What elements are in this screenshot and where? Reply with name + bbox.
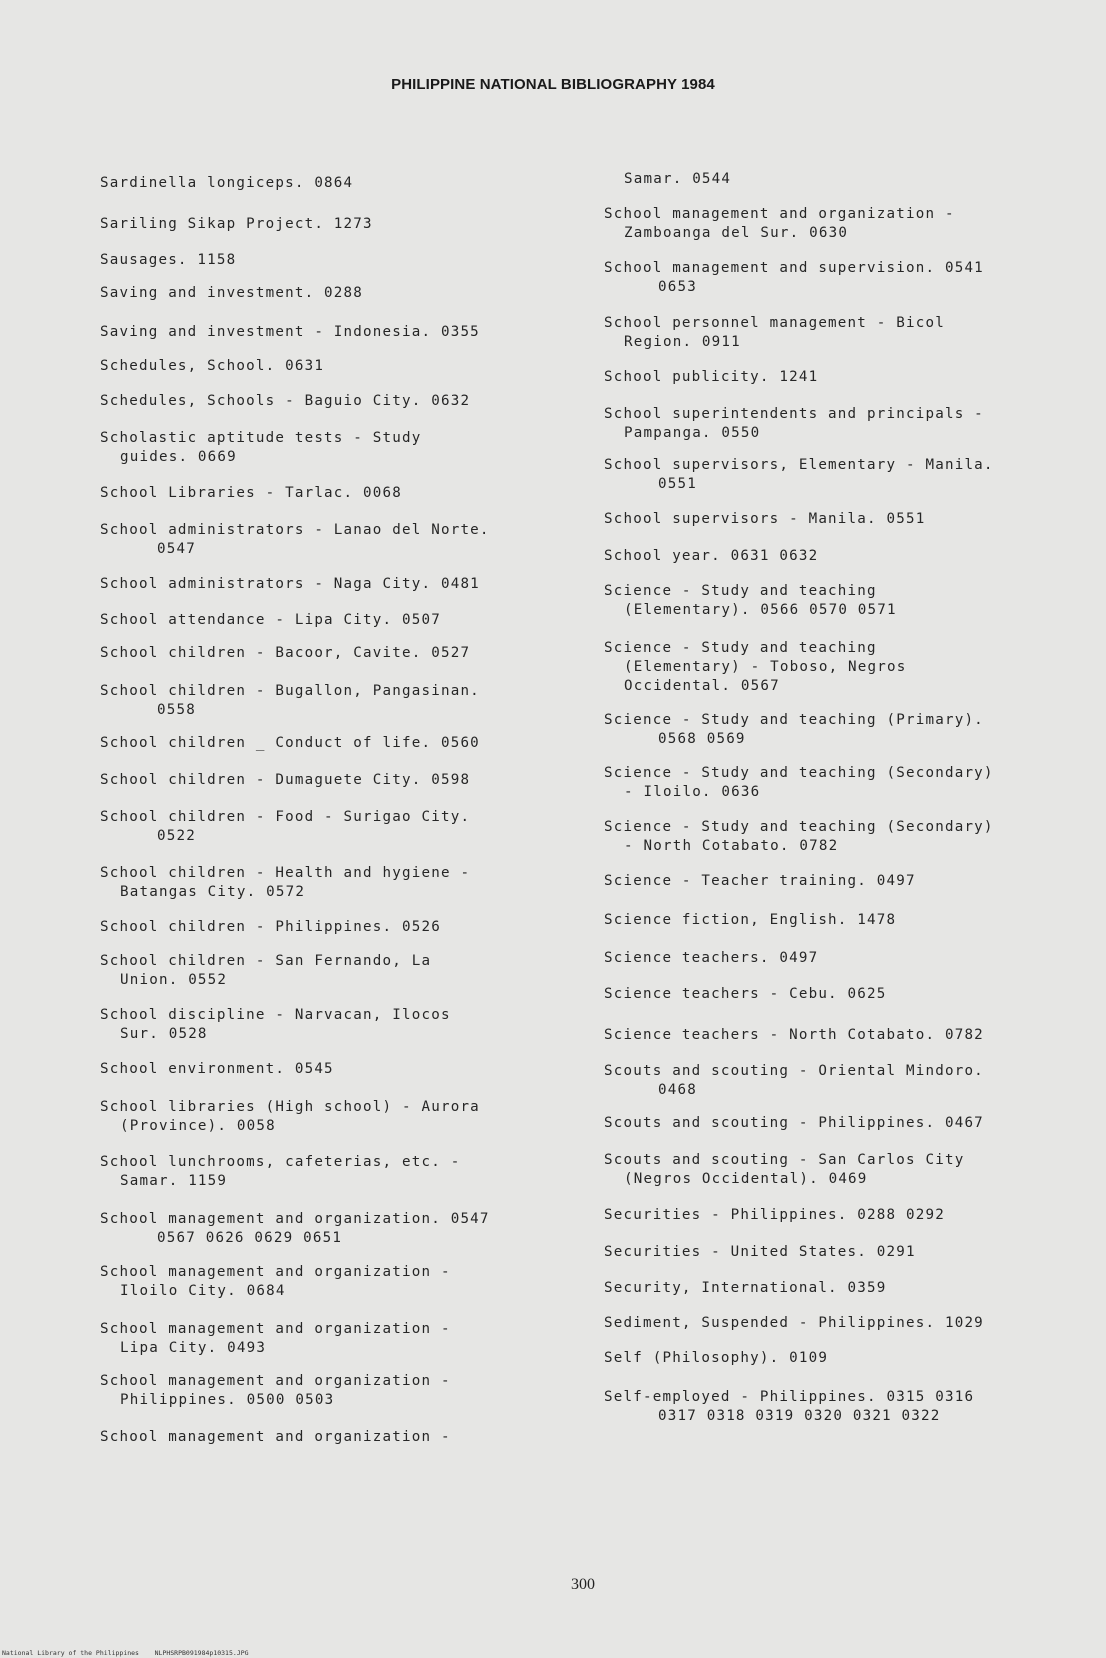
index-entry: Sariling Sikap Project. 1273 bbox=[100, 216, 373, 232]
index-entry: School management and organization - bbox=[100, 1429, 451, 1445]
index-entry: Science teachers - Cebu. 0625 bbox=[604, 986, 887, 1002]
index-entry: School management and organization - Lipa City. 0493 bbox=[100, 1321, 451, 1356]
index-entry: School supervisors, Elementary - Manila. 0551 bbox=[604, 457, 994, 492]
index-entry: Schedules, Schools - Baguio City. 0632 bbox=[100, 393, 471, 409]
index-entry: School Libraries - Tarlac. 0068 bbox=[100, 485, 402, 501]
index-entry: Samar. 0544 bbox=[624, 171, 732, 187]
index-entry: School attendance - Lipa City. 0507 bbox=[100, 612, 441, 628]
index-entry: School publicity. 1241 bbox=[604, 369, 819, 385]
index-entry: Saving and investment - Indonesia. 0355 bbox=[100, 324, 480, 340]
index-entry: School children - Health and hygiene - Batangas City. 0572 bbox=[100, 865, 471, 900]
index-entry: Saving and investment. 0288 bbox=[100, 285, 364, 301]
index-entry: School management and organization - Philippines. 0500 0503 bbox=[100, 1373, 451, 1408]
index-entry: Self-employed - Philippines. 0315 0316 0317 0318 0319 0320 0321 0322 bbox=[604, 1389, 975, 1424]
index-entry: School lunchrooms, cafeterias, etc. - Samar. 1159 bbox=[100, 1154, 461, 1189]
index-entry: Science fiction, English. 1478 bbox=[604, 912, 897, 928]
index-entry: Securities - United States. 0291 bbox=[604, 1244, 916, 1260]
index-entry: School libraries (High school) - Aurora (Province). 0058 bbox=[100, 1099, 480, 1134]
index-entry: Sausages. 1158 bbox=[100, 252, 237, 268]
index-entry: School management and organization - Iloilo City. 0684 bbox=[100, 1264, 451, 1299]
index-entry: Science - Study and teaching (Primary). 0568 0569 bbox=[604, 712, 984, 747]
index-entry: Science - Teacher training. 0497 bbox=[604, 873, 916, 889]
index-entry: Science - Study and teaching (Elementary). 0566 0570 0571 bbox=[604, 583, 897, 618]
index-entry: Science - Study and teaching (Elementary) - Toboso, Negros Occidental. 0567 bbox=[604, 640, 907, 694]
index-entry: Sediment, Suspended - Philippines. 1029 bbox=[604, 1315, 984, 1331]
index-entry: School children - Bacoor, Cavite. 0527 bbox=[100, 645, 471, 661]
index-entry: Science - Study and teaching (Secondary) - North Cotabato. 0782 bbox=[604, 819, 994, 854]
index-entry: School supervisors - Manila. 0551 bbox=[604, 511, 926, 527]
page-number: 300 bbox=[571, 1576, 595, 1593]
index-entry: Science teachers - North Cotabato. 0782 bbox=[604, 1027, 984, 1043]
index-entry: School children - Dumaguete City. 0598 bbox=[100, 772, 471, 788]
index-entry: School environment. 0545 bbox=[100, 1061, 334, 1077]
index-entry: School children - San Fernando, La Union. 0552 bbox=[100, 953, 432, 988]
index-entry: School management and organization - Zamboanga del Sur. 0630 bbox=[604, 206, 955, 241]
index-entry: Securities - Philippines. 0288 0292 bbox=[604, 1207, 945, 1223]
page-title: PHILIPPINE NATIONAL BIBLIOGRAPHY 1984 bbox=[391, 76, 715, 93]
index-entry: School management and organization. 0547 0567 0626 0629 0651 bbox=[100, 1211, 490, 1246]
index-entry: Self (Philosophy). 0109 bbox=[604, 1350, 829, 1366]
index-entry: Sardinella longiceps. 0864 bbox=[100, 175, 354, 191]
index-entry: School year. 0631 0632 bbox=[604, 548, 819, 564]
scan-footer: National Library of the Philippines NLPHSRPB091984p10315.JPG bbox=[2, 1649, 249, 1657]
index-entry: Scouts and scouting - San Carlos City (Negros Occidental). 0469 bbox=[604, 1152, 965, 1187]
index-entry: School superintendents and principals - Pampanga. 0550 bbox=[604, 406, 984, 441]
index-entry: Science teachers. 0497 bbox=[604, 950, 819, 966]
index-entry: School administrators - Lanao del Norte. 0547 bbox=[100, 522, 490, 557]
index-entry: Scholastic aptitude tests - Study guides. 0669 bbox=[100, 430, 422, 465]
index-entry: School children - Philippines. 0526 bbox=[100, 919, 441, 935]
index-entry: School administrators - Naga City. 0481 bbox=[100, 576, 480, 592]
index-entry: School children _ Conduct of life. 0560 bbox=[100, 735, 480, 751]
index-entry: School personnel management - Bicol Region. 0911 bbox=[604, 315, 945, 350]
index-entry: Scouts and scouting - Oriental Mindoro. 0468 bbox=[604, 1063, 984, 1098]
index-entry: Science - Study and teaching (Secondary) - Iloilo. 0636 bbox=[604, 765, 994, 800]
index-entry: Schedules, School. 0631 bbox=[100, 358, 325, 374]
index-entry: School children - Bugallon, Pangasinan. 0558 bbox=[100, 683, 480, 718]
index-entry: School children - Food - Surigao City. 0522 bbox=[100, 809, 471, 844]
index-entry: School discipline - Narvacan, Ilocos Sur. 0528 bbox=[100, 1007, 451, 1042]
index-entry: School management and supervision. 0541 0653 bbox=[604, 260, 984, 295]
index-entry: Scouts and scouting - Philippines. 0467 bbox=[604, 1115, 984, 1131]
index-entry: Security, International. 0359 bbox=[604, 1280, 887, 1296]
